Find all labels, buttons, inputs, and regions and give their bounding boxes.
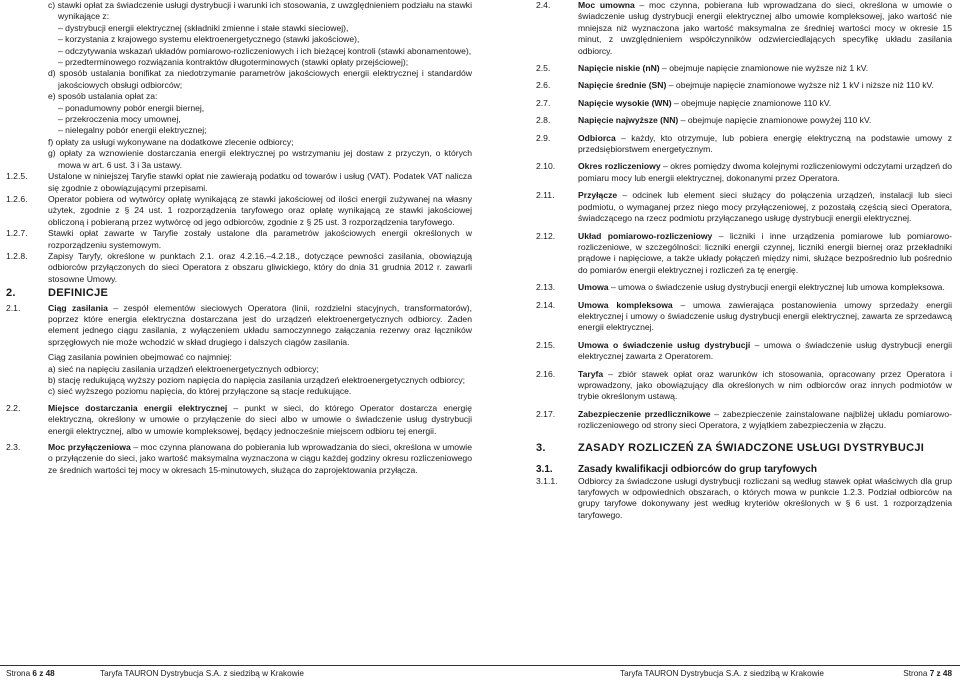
list-item: – korzystania z krajowego systemu elektroenergetycznego (stawki jakościowe), [58,34,360,45]
definition-body: – każdy, kto otrzymuje, lub pobiera energię elektryczną na podstawie umowy z przedsiębiorstwem energetycznym. [578,132,952,155]
definition-number: 2.12. [536,230,556,241]
definition-2-3 [6,442,472,476]
definition-body: – obejmuje napięcie znamionowe powyżej 110 kV. [678,115,872,126]
definition-text [578,340,952,363]
definition-term: Taryfa [578,368,604,379]
definition-number: 2.6. [536,80,551,91]
list-item: – przedterminowego rozwiązania kontraktów długoterminowych (stawki opłaty przejściowej); [58,57,409,68]
definition-number: 2.11. [536,190,555,201]
definition-term: Napięcie najwyższe (NN) [578,115,679,126]
definition-text [578,0,952,57]
definition-number: 2.17. [536,408,556,419]
definition-number: 2.2. [6,402,21,413]
right-page-content [536,0,952,521]
definition-term: Układ pomiarowo-rozliczeniowy [578,230,713,241]
section-title: DEFINICJE [48,287,109,300]
paragraph-text: Zapisy Taryfy, określone w punktach 2.1. oraz 4.2.16.–4.2.18., dotyczące pewności zasilania, obowiązują odbiorców przyłączonych do sieci Operatora z obszaru gliwickiego, który do dnia 31 grudnia 2012 r. zawarli stosowne Umowy. [48,250,472,284]
definition-text [48,403,472,437]
footer-company: Taryfa TAURON Dystrybucja S.A. z siedzibą w Krakowie [620,669,824,678]
definition-body: – obejmuje napięcie znamionowe wyższe niż 1 kV i niższe niż 110 kV. [666,80,934,91]
definition-text [578,190,952,224]
definition-item [536,0,952,57]
definition-text [48,442,472,476]
right-page [480,0,960,680]
definition-2-1 [6,303,472,349]
definition-term: Umowa kompleksowa [578,299,673,310]
definition-number: 2.8. [536,115,551,126]
definition-item [536,98,952,109]
definition-item [536,409,952,432]
paragraph-number: 1.2.7. [6,228,28,239]
definition-body: – obejmuje napięcie znamionowe 110 kV. [671,97,832,108]
page-number-value: 6 z 48 [32,669,55,678]
section-heading-3 [536,441,952,455]
definition-body: – zbiór stawek opłat oraz warunków ich stosowania, opracowany przez Operatora i wprowadzony, jako obowiązujący dla określonych w nim odbiorców oraz innych podmiotów w trybie określonym ustawą. [578,368,952,402]
definition-body: – moc czynna planowana do pobierania lub wprowadzania do sieci, określona w umowie o przyłączenie do sieci, jako wartość maksymalna wyznaczona w ciągu każdej godziny okresu rozliczeniowego ze średnich wartości tej mocy w okresach 15-minutowych, służąca do zaprojektowania przyłącza. [48,442,472,475]
definition-body: – zabezpieczenie zainstalowane najbliżej układu pomiarowo-rozliczeniowego od strony sieci Operatora, z wyjątkiem zabezpieczenia w złączu. [578,408,952,431]
definition-body: – punkt w sieci, do którego Operator dostarcza energię elektryczną, określony w umowie o przyłączenie do sieci albo w umowie o świadczenie usług dystrybucji energii elektrycznej, albo w umowie kompleksowej, będący jednocześnie miejscem odbioru tej energii. [48,402,472,436]
definition-item [536,369,952,403]
subsection-number: 3.1. [536,463,553,475]
paragraph-number: 1.2.5. [6,171,28,182]
definition-text [578,409,952,432]
page-number [903,666,952,680]
definition-item [536,133,952,156]
definition-term: Przyłącze [578,190,618,201]
list-item: – ponadumowny pobór energii biernej, [58,102,205,113]
list-item: f) opłaty za usługi wykonywane na dodatkowe zlecenie odbiorcy; [48,136,294,147]
list-item: a) sieć na napięciu zasilania urządzeń elektroenergetycznych odbiorcy; [48,363,319,374]
definition-text [578,98,952,109]
definition-text [48,303,472,349]
paragraph-text: Ciąg zasilania powinien obejmować co najmniej: [48,352,232,363]
definition-body: – obejmuje napięcie znamionowe nie wyższe niż 1 kV. [659,63,869,74]
left-page-content [6,0,472,476]
paragraph-1-2-8 [6,251,472,285]
paragraph-number: 1.2.8. [6,250,28,261]
list-item: b) stację redukującą wyższy poziom napięcia do napięcia zasilania urządzeń elektroenergetycznych odbiorcy; [48,375,466,385]
list-item: – przekroczenia mocy umownej, [58,114,181,125]
definition-text [578,133,952,156]
definition-number: 2.16. [536,368,556,379]
definition-2-2 [6,403,472,437]
page-footer [480,665,960,680]
section-title: ZASADY ROZLICZEŃ ZA ŚWIADCZONE USŁUGI DYSTRYBUCJI [578,441,925,454]
definition-text [578,282,952,293]
definition-body: – odcinek lub element sieci służący do połączenia urządzeń, instalacji lub sieci podmiotu, o wymaganej przez niego mocy przyłączeniowej, z pozostałą częścią sieci Operatora, świadczącego na rzecz podmiotu przyłączanego usługę dystrybucji energii elektrycznej. [578,190,952,224]
definition-text [578,115,952,126]
section-number: 3. [536,441,546,454]
definition-item [536,190,952,224]
definition-body: – umowa o świadczenie usług dystrybucji energii elektrycznej lub umowa kompleksowa. [608,282,945,293]
paragraph-1-2-6 [6,194,472,228]
page-number-value: 7 z 48 [929,669,952,678]
definition-number: 2.15. [536,339,556,350]
paragraph-1-2-5 [6,171,472,194]
definitions-list [536,0,952,432]
definition-text [578,80,952,91]
definition-term: Moc umowna [578,0,635,10]
definition-term: Ciąg zasilania [48,302,108,313]
footer-company: Taryfa TAURON Dystrybucja S.A. z siedzibą w Krakowie [100,669,304,678]
definition-number: 2.10. [536,161,556,172]
definition-text [578,231,952,277]
definition-number: 2.3. [6,442,21,453]
definition-body: – umowa o świadczenie usług dystrybucji energii elektrycznej zawarta z Operatorem. [578,339,952,362]
page-number-label: Strona [903,669,930,678]
definition-item [536,80,952,91]
definition-text [578,300,952,334]
subsection-title: Zasady kwalifikacji odbiorców do grup taryfowych [578,463,817,475]
paragraph-1-2-7 [6,228,472,251]
definition-number: 2.1. [6,302,21,313]
page-footer [0,665,480,680]
list-item: e) sposób ustalania opłat za: [48,91,158,102]
paragraph-text: Odbiorcy za świadczone usługi dystrybucji rozliczani są według stawek opłat właściwych dla grup taryfowych w odpowiednich obszarach, o których mowa w punkcie 1.2.3. Podział odbiorców na grupy taryfowe dokonywany jest według kryteriów określonych w § 6 ust. 1 rozporządzenia taryfowego. [578,475,952,520]
definition-item [536,161,952,184]
definition-item [536,282,952,293]
paragraph-text: Stawki opłat zawarte w Taryfie zostały ustalone dla parametrów jakościowych energii określonych w rozporządzeniu systemowym. [48,228,472,250]
definition-term: Zabezpieczenie przedlicznikowe [578,408,711,419]
definition-body: – umowa zawierająca postanowienia umowy sprzedaży energii elektrycznej i umowy o świadczenie usług dystrybucji energii elektrycznej, zawarta ze sprzedawcą energii elektrycznej. [578,299,952,333]
definition-item [536,63,952,74]
section-heading-2 [6,288,472,299]
list-item: – dystrybucji energii elektrycznej (składniki zmienne i stałe stawki sieciowej), [58,22,349,33]
definition-term: Napięcie średnie (SN) [578,80,667,91]
definition-number: 2.7. [536,97,551,108]
definition-body: – okres pomiędzy dwoma kolejnymi rozliczeniowymi odczytami urządzeń do pomiaru mocy lub energii elektrycznej, dokonanymi przez Operatora. [578,161,952,183]
paragraph-text: Ustalone w niniejszej Taryfie stawki opłat nie zawierają podatku od towarów i usług (VAT). Podatek VAT nalicza się zgodnie z obowiązującymi przepisami. [48,171,472,193]
definition-term: Miejsce dostarczania energii elektrycznej [48,402,228,413]
page-number [6,666,55,680]
definition-number: 2.14. [536,299,556,310]
definition-number: 2.5. [536,63,551,74]
definition-term: Moc przyłączeniowa [48,442,131,453]
definition-term: Umowa o świadczenie usług dystrybucji [578,339,751,350]
definition-text [578,369,952,403]
definition-body: – moc czynna, pobierana lub wprowadzana do sieci, określona w umowie o świadczenie usług dystrybucji energii elektrycznej albo umowie kompleksowej, jako wartość nie mniejsza niż wyznaczona jako wartość maksymalna ze średniej wartości mocy w okresie 15 minut, z uwzględnieniem współczynników odzwierciedlających specyfikę układu zasilania odbiorcy. [578,0,952,56]
subsection-heading-3-1 [536,464,952,476]
section-number: 2. [6,287,16,300]
definition-body: – liczniki i inne urządzenia pomiarowe lub pomiarowo-rozliczeniowe, w szczególności: liczniki energii czynnej, liczniki energii biernej oraz przekładniki prądowe i napięciowe, a także układy połączeń między nimi, służące bezpośrednio lub pośrednio do pomiarów energii elektrycznej i rozliczeń za tę energię. [578,230,952,275]
definition-item [536,340,952,363]
list-item: – odczytywania wskazań układów pomiarowo-rozliczeniowych i ich bieżącej kontroli (stawki abonamentowe), [58,45,472,56]
definition-term: Napięcie niskie (nN) [578,63,660,74]
list-item: c) stawki opłat za świadczenie usługi dystrybucji i warunki ich stosowania, z uwzględnieniem podziału na stawki wynikające z: [48,0,472,22]
paragraph-text: Operator pobiera od wytwórcy opłatę wynikającą ze stawki jakościowej od ilości energii zużywanej na własny użytek, zgodnie z § 24 ust. 1 rozporządzenia taryfowego oraz opłatę wynikającą ze stawki jakościowej obliczoną i pobieraną przez wytwórcę od jego odbiorców, zgodnie z § 25 ust. 3 rozporządzenia taryfowego. [48,193,472,227]
definition-text [578,161,952,184]
paragraph-number: 3.1.1. [536,475,558,486]
definition-term: Umowa [578,282,609,293]
definition-term: Odbiorca [578,132,616,143]
definition-number: 2.13. [536,282,556,293]
list-item: c) sieć wyższego poziomu napięcia, do której przyłączone są stacje redukujące. [48,386,352,397]
definition-body: – zespół elementów sieciowych Operatora (linii, rozdzielni stacyjnych, transformatorów), poprzez które energia elektryczna dostarczana jest do urządzeń elektroenergetycznych odbiorcy. Żaden element jednego ciągu zasilania, z wyłączeniem układu samoczynnego załączania rezerwy oraz łączników sprzęgłowych nie może wchodzić w skład drugiego i dalszych ciągów zasilania. [48,302,472,347]
definition-number: 2.4. [536,0,551,10]
definition-number: 2.9. [536,132,551,143]
paragraph-3-1-1 [536,476,952,522]
list-item: d) sposób ustalania bonifikat za niedotrzymanie parametrów jakościowych energii elektrycznej i standardów jakościowych obsługi odbiorców; [48,68,472,90]
definition-item [536,115,952,126]
page-number-label: Strona [6,669,33,678]
list-item: – nielegalny pobór energii elektrycznej; [58,125,207,136]
paragraph-number: 1.2.6. [6,193,28,204]
list-item: g) opłaty za wznowienie dostarczania energii elektrycznej po wstrzymaniu jej dostaw z przyczyn, o których mowa w art. 6 ust. 3 i 3a ustawy. [48,148,472,170]
definition-item [536,231,952,277]
definition-item [536,300,952,334]
definition-term: Napięcie wysokie (WN) [578,97,672,108]
definition-text [578,63,952,74]
definition-term: Okres rozliczeniowy [578,161,661,172]
